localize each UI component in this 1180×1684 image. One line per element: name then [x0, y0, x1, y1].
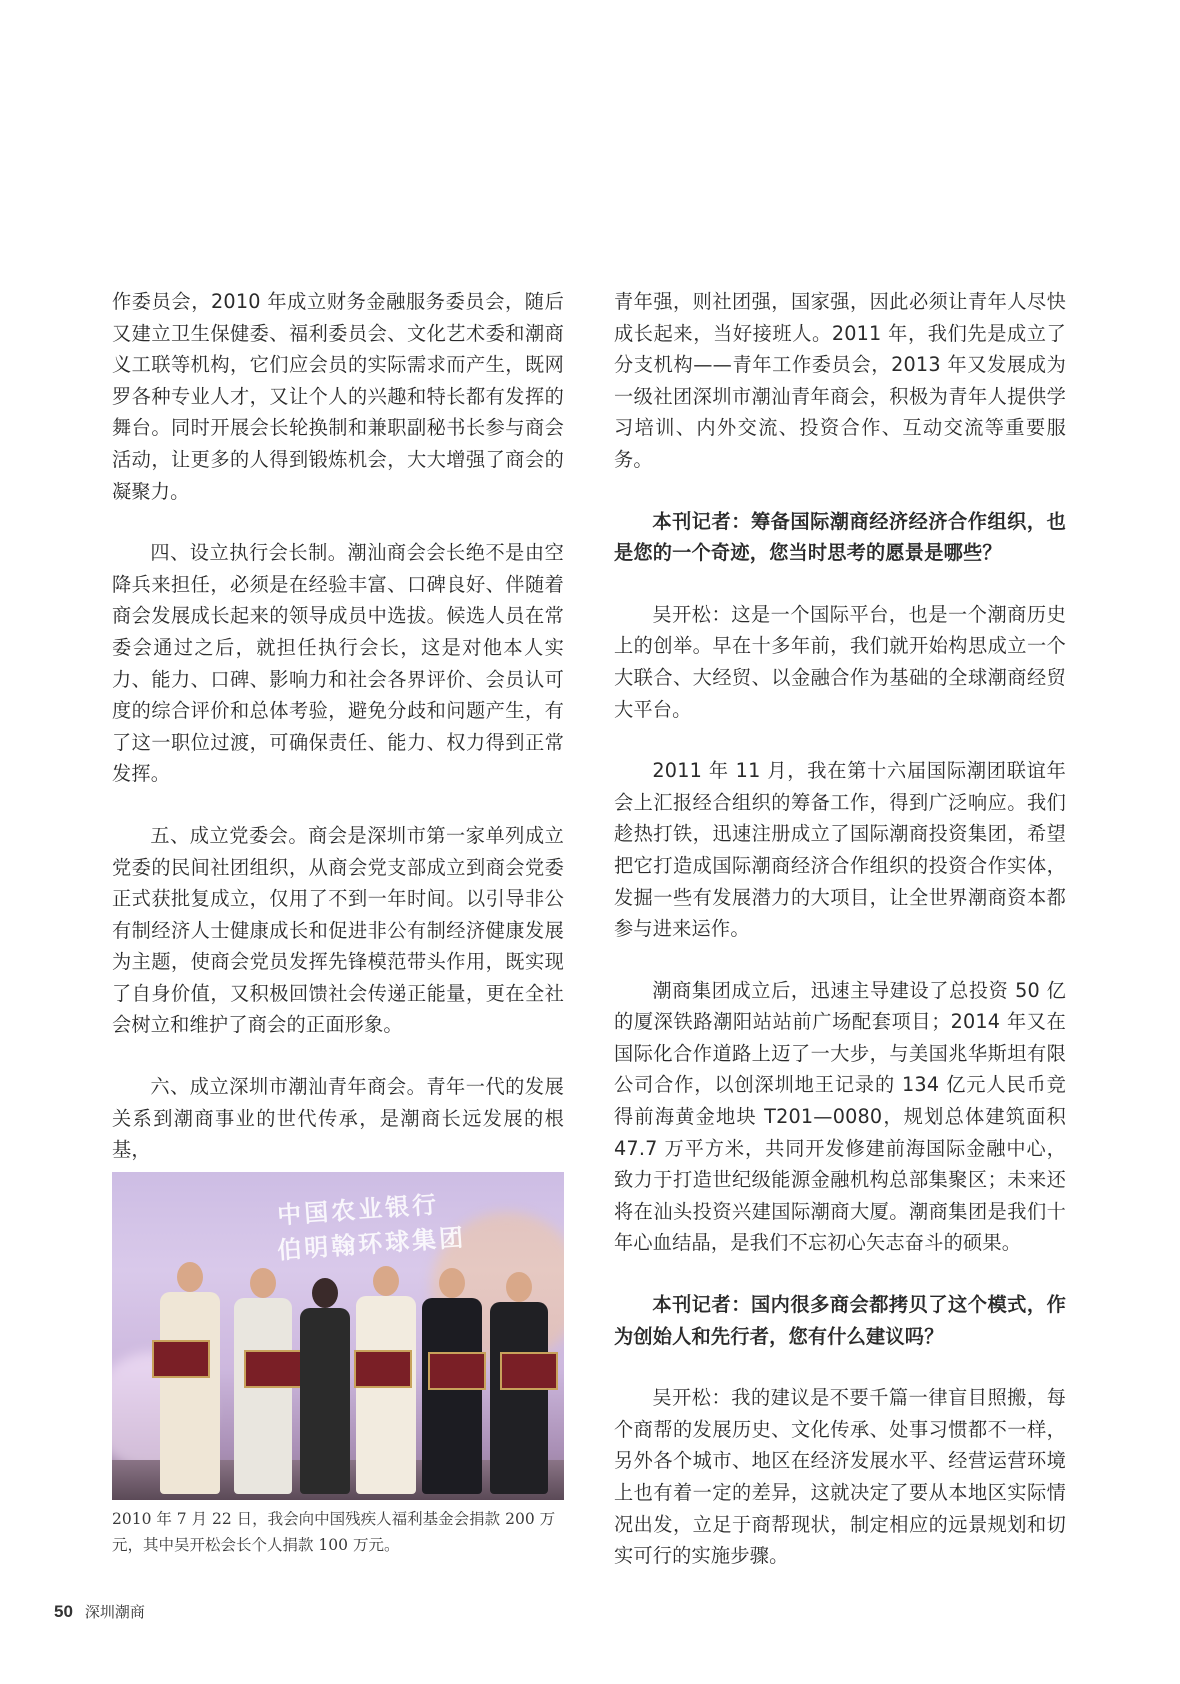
person-figure: [234, 1268, 292, 1494]
page-number: 50: [54, 1602, 73, 1621]
screen-text-line: 伯明翰环球集团: [276, 1222, 467, 1265]
question-international-org: 本刊记者：筹备国际潮商经济经济合作组织，也是您的一个奇迹，您当时思考的愿景是哪些？: [614, 509, 1066, 565]
question-model-advice: 本刊记者：国内很多商会都拷贝了这个模式，作为创始人和先行者，您有什么建议吗？: [614, 1293, 1066, 1348]
person-figure: [422, 1268, 482, 1494]
answer-international-platform: 吴开松：这是一个国际平台，也是一个潮商历史上的创举。早在十多年前，我们就开始构思成立一个大联合、大经贸、以金融合作为基础的全球潮商经贸大平台。: [614, 602, 1066, 721]
left-column: [112, 286, 564, 1196]
person-figure: [356, 1266, 416, 1494]
screen-text-line: 中国农业银行: [276, 1189, 440, 1230]
paragraph-youth-continued: 青年强，则社团强，国家强，因此必须让青年人尽快成长起来，当好接班人。2011 年，我们先是成立了分支机构——青年工作委员会，2013 年又发展成为一级社团深圳市潮汕青年商会，积极为青年人提供学习培训、内外交流、投资合作、互动交流等重要服务。: [614, 290, 1066, 471]
event-photo: [112, 1172, 564, 1500]
paragraph-executive-president: 四、设立执行会长制。潮汕商会会长绝不是由空降兵来担任，必须是在经验丰富、口碑良好、伴随着商会发展成长起来的领导成员中选拔。候选人员在常委会通过之后，就担任执行会长，这是对他本人实力、能力、口碑、影响力和社会各界评价、会员认可度的综合评价和总体考验，避免分歧和问题产生，有了这一职位过渡，可确保责任、能力、权力得到正常发挥。: [112, 541, 564, 786]
person-figure: [300, 1278, 350, 1494]
person-figure: [490, 1272, 548, 1494]
paragraph-2011-annual-meeting: 2011 年 11 月，我在第十六届国际潮团联谊年会上汇报经合组织的筹备工作，得到广泛响应。我们趁热打铁，迅速注册成立了国际潮商投资集团，希望把它打造成国际潮商经济合作组织的投资合作实体，发掘一些有发展潜力的大项目，让全世界潮商资本都参与进来运作。: [614, 759, 1066, 941]
magazine-name: 深圳潮商: [84, 1604, 145, 1621]
paragraph-group-projects: 潮商集团成立后，迅速主导建设了总投资 50 亿的厦深铁路潮阳站站前广场配套项目；2014 年又在国际化合作道路上迈了一大步，与美国兆华斯坦有限公司合作，以创深圳地王记录的 134 亿元人民币竞得前海黄金地块 T201—0080，规划总体建筑面积 47.7 万平方米，共同开发修建前海国际金融中心，致力于打造世纪级能源金融机构总部集聚区；未来还将在汕头投资兴建国际潮商大厦。潮商集团是我们十年心血结晶，是我们不忘初心矢志奋斗的硕果。: [614, 978, 1066, 1255]
page-footer: [54, 1601, 145, 1622]
paragraph-party-committee: 五、成立党委会。商会是深圳市第一家单列成立党委的民间社团组织，从商会党支部成立到商会党委正式获批复成立，仅用了不到一年时间。以引导非公有制经济人士健康成长和促进非公有制经济健康发展为主题，使商会党员发挥先锋模范带头作用，既实现了自身价值，又积极回馈社会传递正能量，更在全社会树立和维护了商会的正面形象。: [112, 823, 564, 1037]
right-column: [614, 286, 1066, 1602]
paragraph-committees: 作委员会，2010 年成立财务金融服务委员会，随后又建立卫生保健委、福利委员会、文化艺术委和潮商义工联等机构，它们应会员的实际需求而产生，既网罗各种专业人才，又让个人的兴趣和特长都有发挥的舞台。同时开展会长轮换制和兼职副秘书长参与商会活动，让更多的人得到锻炼机会，大大增强了商会的凝聚力。: [112, 290, 564, 503]
person-figure: [160, 1262, 220, 1494]
photo-caption: 2010 年 7 月 22 日，我会向中国残疾人福利基金会捐款 200 万元，其中吴开松会长个人捐款 100 万元。: [112, 1510, 556, 1554]
answer-advice: 吴开松：我的建议是不要千篇一律盲目照搬，每个商帮的发展历史、文化传承、处事习惯都不一样，另外各个城市、地区在经济发展水平、经营运营环境上也有着一定的差异，这就决定了要从本地区实际情况出发，立足于商帮现状，制定相应的远景规划和切实可行的实施步骤。: [614, 1386, 1066, 1568]
paragraph-youth-chamber: 六、成立深圳市潮汕青年商会。青年一代的发展关系到潮商事业的世代传承，是潮商长远发展的根基，: [112, 1075, 564, 1162]
